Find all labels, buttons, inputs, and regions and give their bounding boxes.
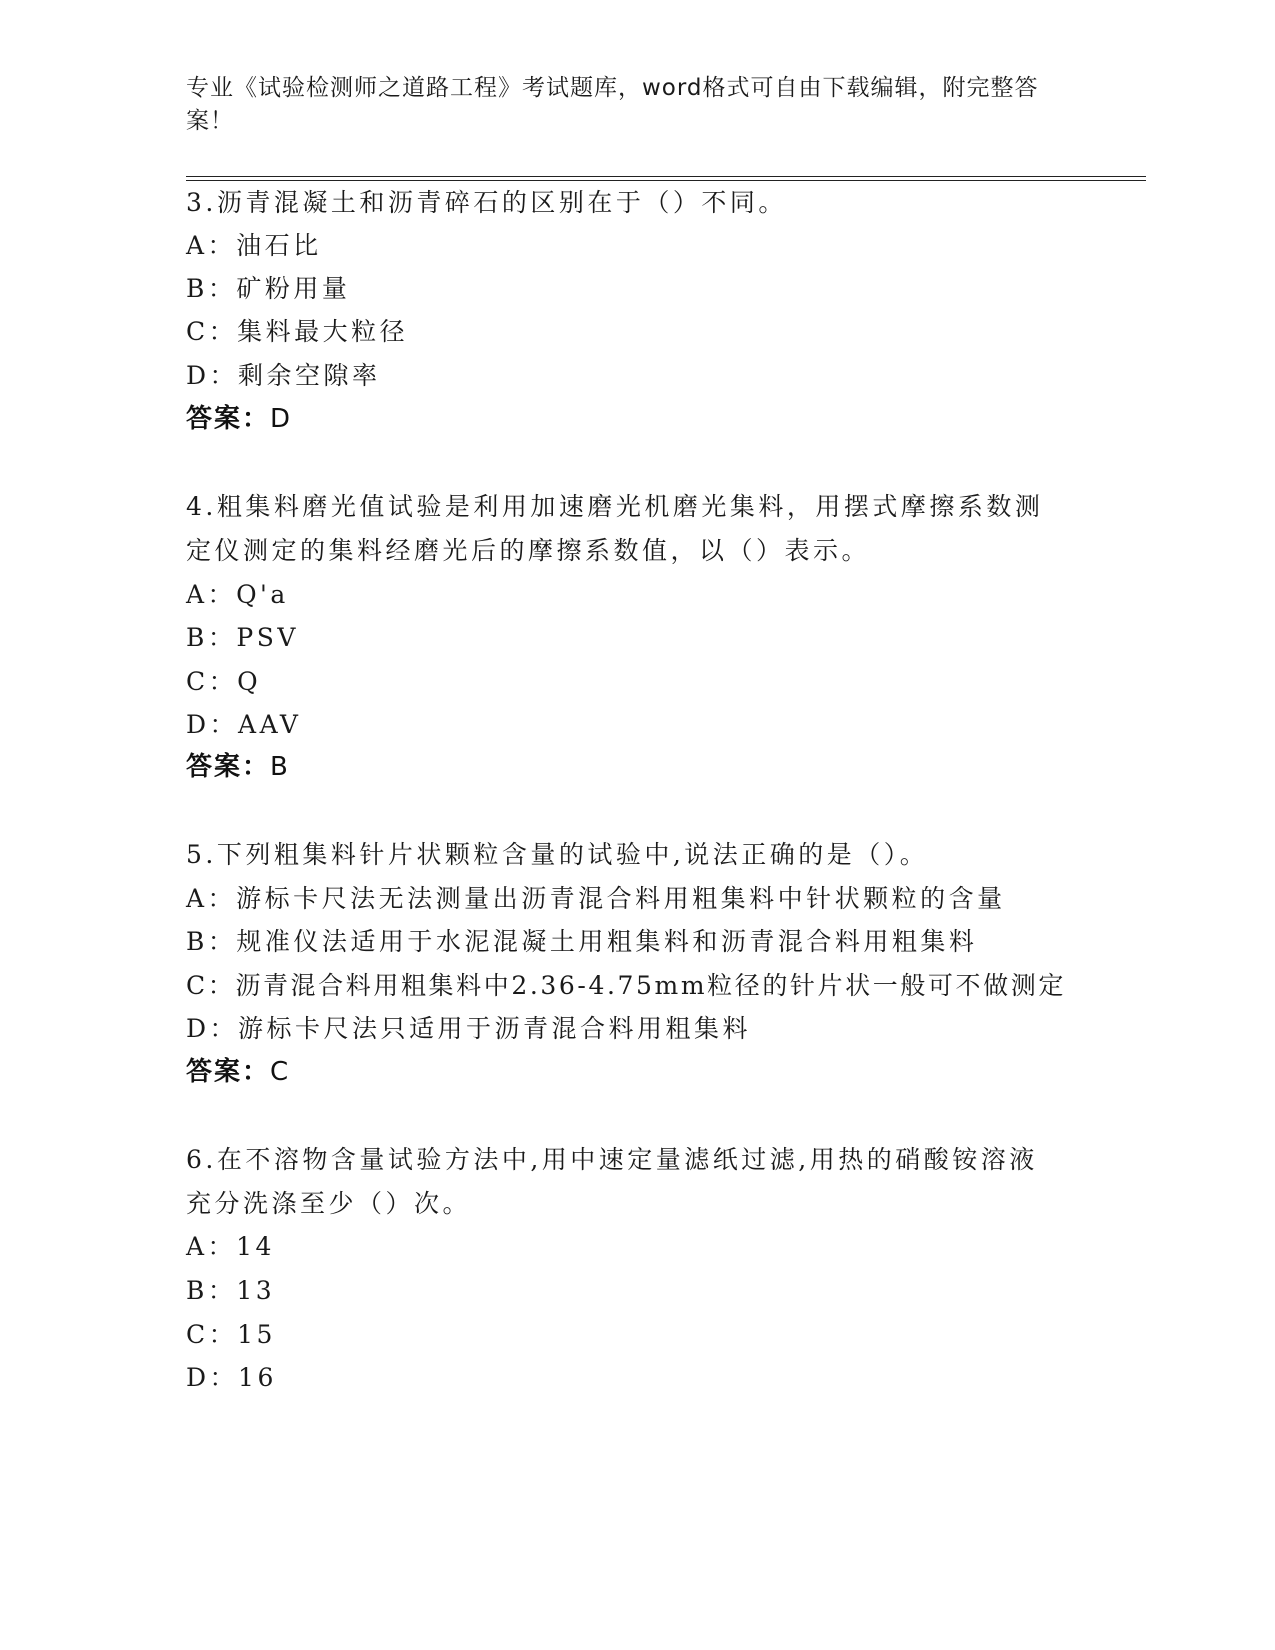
question-stem: 5.下列粗集料针片状颗粒含量的试验中,说法正确的是（）。: [186, 840, 929, 869]
option-a: [186, 572, 289, 617]
question-stem: 3.沥青混凝土和沥青碎石的区别在于（）不同。: [186, 188, 787, 217]
question-stem: 4.粗集料磨光值试验是利用加速磨光机磨光集料，用摆式摩擦系数测: [186, 492, 1044, 521]
option-label: C：: [186, 1320, 238, 1349]
question-stem-continued: 定仪测定的集料经磨光后的摩擦系数值，以（）表示。: [186, 536, 871, 565]
option-b: [186, 266, 350, 311]
option-text: 13: [236, 1276, 276, 1305]
option-label: D：: [186, 1014, 239, 1043]
option-label: D：: [186, 361, 239, 390]
option-label: B：: [186, 927, 237, 956]
option-d: [186, 702, 301, 747]
answer-value: C: [270, 1057, 291, 1087]
option-text: 15: [237, 1320, 276, 1349]
answer-value: B: [270, 752, 290, 782]
option-label: C：: [186, 971, 236, 1000]
option-label: D：: [186, 710, 239, 739]
answer-label: 答案：: [186, 404, 271, 434]
option-d: [186, 1355, 277, 1400]
question-stem-continued: 充分洗涤至少（）次。: [186, 1189, 472, 1218]
option-text: 规准仪法适用于水泥混凝土用粗集料和沥青混合料用粗集料: [236, 927, 978, 956]
option-text: AAV: [238, 710, 302, 739]
answer-label: 答案：: [186, 1057, 271, 1087]
answer-line: [186, 745, 290, 790]
option-text: 沥青混合料用粗集料中2.36-4.75mm粒径的针片状一般可不做测定: [235, 971, 1066, 1000]
option-text: 游标卡尺法无法测量出沥青混合料用粗集料中针状颗粒的含量: [236, 884, 1006, 913]
answer-line: [186, 397, 292, 442]
option-a: [186, 876, 1006, 921]
option-text: 14: [236, 1232, 275, 1261]
option-d: [186, 1006, 751, 1051]
option-b: [186, 1268, 275, 1313]
answer-label: 答案：: [186, 752, 271, 782]
option-label: C：: [186, 667, 238, 696]
option-label: D：: [186, 1363, 239, 1392]
option-text: 矿粉用量: [236, 274, 351, 303]
option-text: 油石比: [236, 231, 322, 260]
option-a: [186, 1224, 275, 1269]
answer-line: [186, 1050, 290, 1095]
option-text: 剩余空隙率: [238, 361, 381, 390]
question-stem: 6.在不溶物含量试验方法中,用中速定量滤纸过滤,用热的硝酸铵溶液: [186, 1145, 1038, 1174]
option-d: [186, 353, 381, 398]
option-c: [186, 1312, 276, 1357]
option-label: A：: [186, 884, 237, 913]
option-label: B：: [186, 1276, 237, 1305]
option-a: [186, 223, 322, 268]
option-text: PSV: [236, 623, 299, 652]
option-label: B：: [186, 274, 237, 303]
option-text: 游标卡尺法只适用于沥青混合料用粗集料: [238, 1014, 752, 1043]
option-text: Q'a: [236, 580, 289, 609]
document-header: 专业《试验检测师之道路工程》考试题库，word格式可自由下载编辑，附完整答案！: [186, 75, 1039, 134]
option-label: C：: [186, 317, 238, 346]
option-c: [186, 659, 261, 704]
option-b: [186, 919, 977, 964]
option-text: 集料最大粒径: [237, 317, 409, 346]
option-c: [186, 963, 1066, 1008]
option-label: B：: [186, 623, 237, 652]
option-b: [186, 615, 299, 660]
option-label: A：: [186, 231, 237, 260]
option-c: [186, 309, 408, 354]
answer-value: D: [270, 404, 293, 434]
option-label: A：: [186, 1232, 237, 1261]
option-text: Q: [237, 667, 262, 696]
option-label: A：: [186, 580, 237, 609]
option-text: 16: [238, 1363, 277, 1392]
document-page: [186, 0, 1146, 1650]
